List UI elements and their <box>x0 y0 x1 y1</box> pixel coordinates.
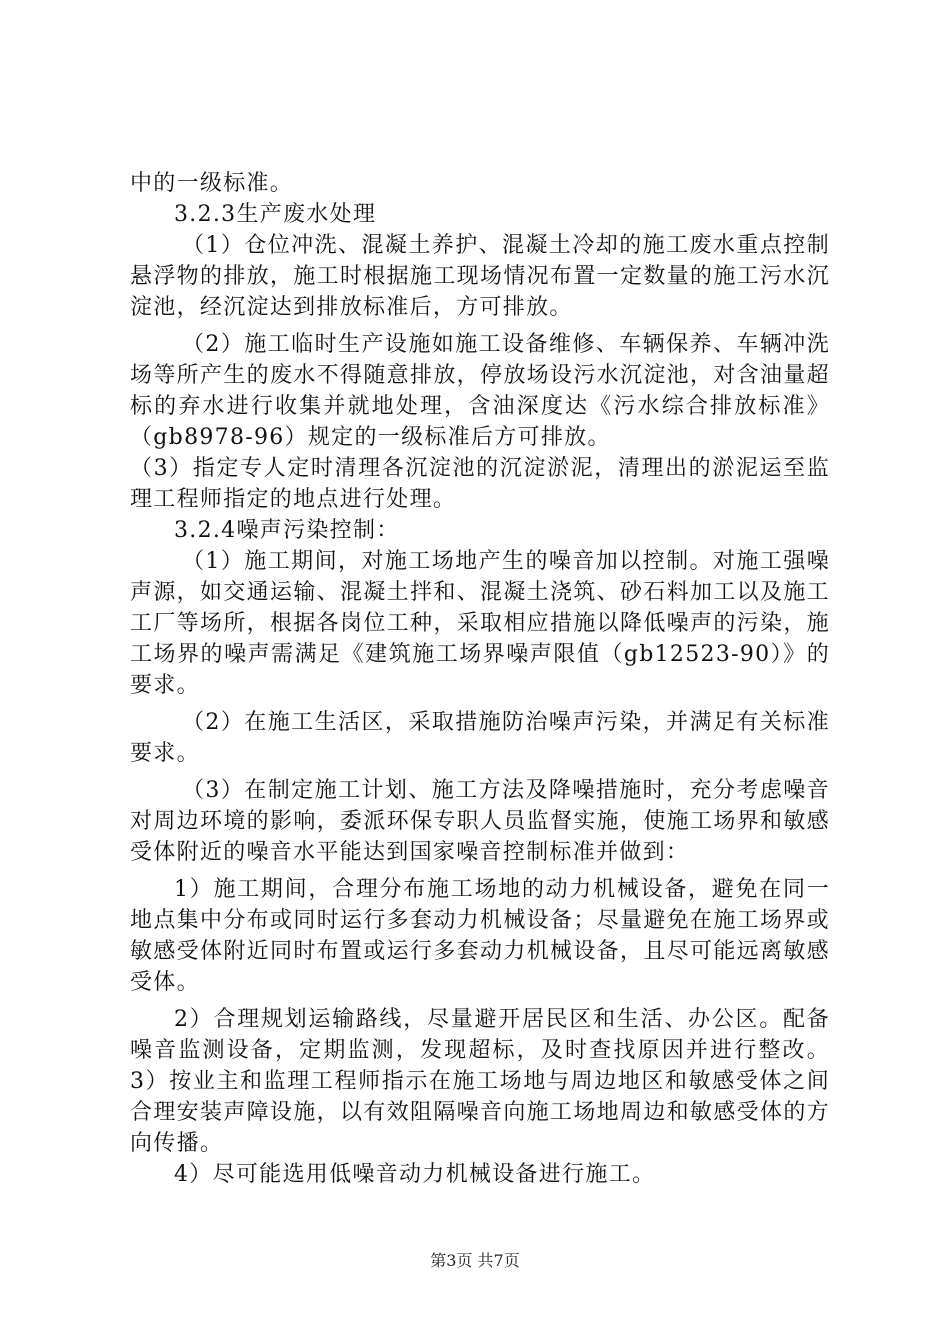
paragraph-noise-2: （2）在施工生活区，采取措施防治噪声污染，并满足有关标准要求。 <box>130 710 830 766</box>
paragraph-noise-item-2-3: 2）合理规划运输路线，尽量避开居民区和生活、办公区。配备噪音监测设备，定期监测，发现超标，及时查找原因并进行整改。3）按业主和监理工程师指示在施工场地与周边地区和敏感受体之间合理安装声障设施，以有效阻隔噪音向施工场地周边和敏感受体的方向传播。 <box>130 1007 830 1156</box>
paragraph-continuation: 中的一级标准。 <box>130 171 294 196</box>
section-heading-3-2-3: 3.2.3生产废水处理 <box>174 202 377 227</box>
paragraph-noise-3: （3）在制定施工计划、施工方法及降噪措施时，充分考虑噪音对周边环境的影响，委派环保专职人员监督实施，使施工场界和敏感受体附近的噪音水平能达到国家噪音控制标准并做到： <box>130 778 830 865</box>
paragraph-noise-item-1: 1）施工期间，合理分布施工场地的动力机械设备，避免在同一地点集中分布或同时运行多套动力机械设备；尽量避免在施工场界或敏感受体附近同时布置或运行多套动力机械设备，且尽可能远离敏感受体。 <box>130 877 830 995</box>
document-body <box>130 168 830 1190</box>
section-heading-3-2-4: 3.2.4噪声污染控制： <box>174 518 400 543</box>
paragraph-noise-item-4: 4）尽可能选用低噪音动力机械设备进行施工。 <box>174 1162 656 1187</box>
paragraph-wastewater-3: （3）指定专人定时清理各沉淀池的沉淀淤泥，清理出的淤泥运至监理工程师指定的地点进行处理。 <box>130 456 830 512</box>
page-footer <box>0 1248 950 1271</box>
page-number-label: 第3页 共7页 <box>430 1251 520 1270</box>
paragraph-wastewater-1: （1）仓位冲洗、混凝土养护、混凝土冷却的施工废水重点控制悬浮物的排放，施工时根据施工现场情况布置一定数量的施工污水沉淀池，经沉淀达到排放标准后，方可排放。 <box>130 233 830 320</box>
paragraph-noise-1: （1）施工期间，对施工场地产生的噪音加以控制。对施工强噪声源，如交通运输、混凝土拌和、混凝土浇筑、砂石料加工以及施工工厂等场所，根据各岗位工种，采取相应措施以降低噪声的污染，施工场界的噪声需满足《建筑施工场界噪声限值（gb12523-90）》的要求。 <box>130 549 830 698</box>
paragraph-wastewater-2: （2）施工临时生产设施如施工设备维修、车辆保养、车辆冲洗场等所产生的废水不得随意排放，停放场设污水沉淀池，对含油量超标的弃水进行收集并就地处理，含油深度达《污水综合排放标准》（gb8978-96）规定的一级标准后方可排放。 <box>130 332 830 450</box>
